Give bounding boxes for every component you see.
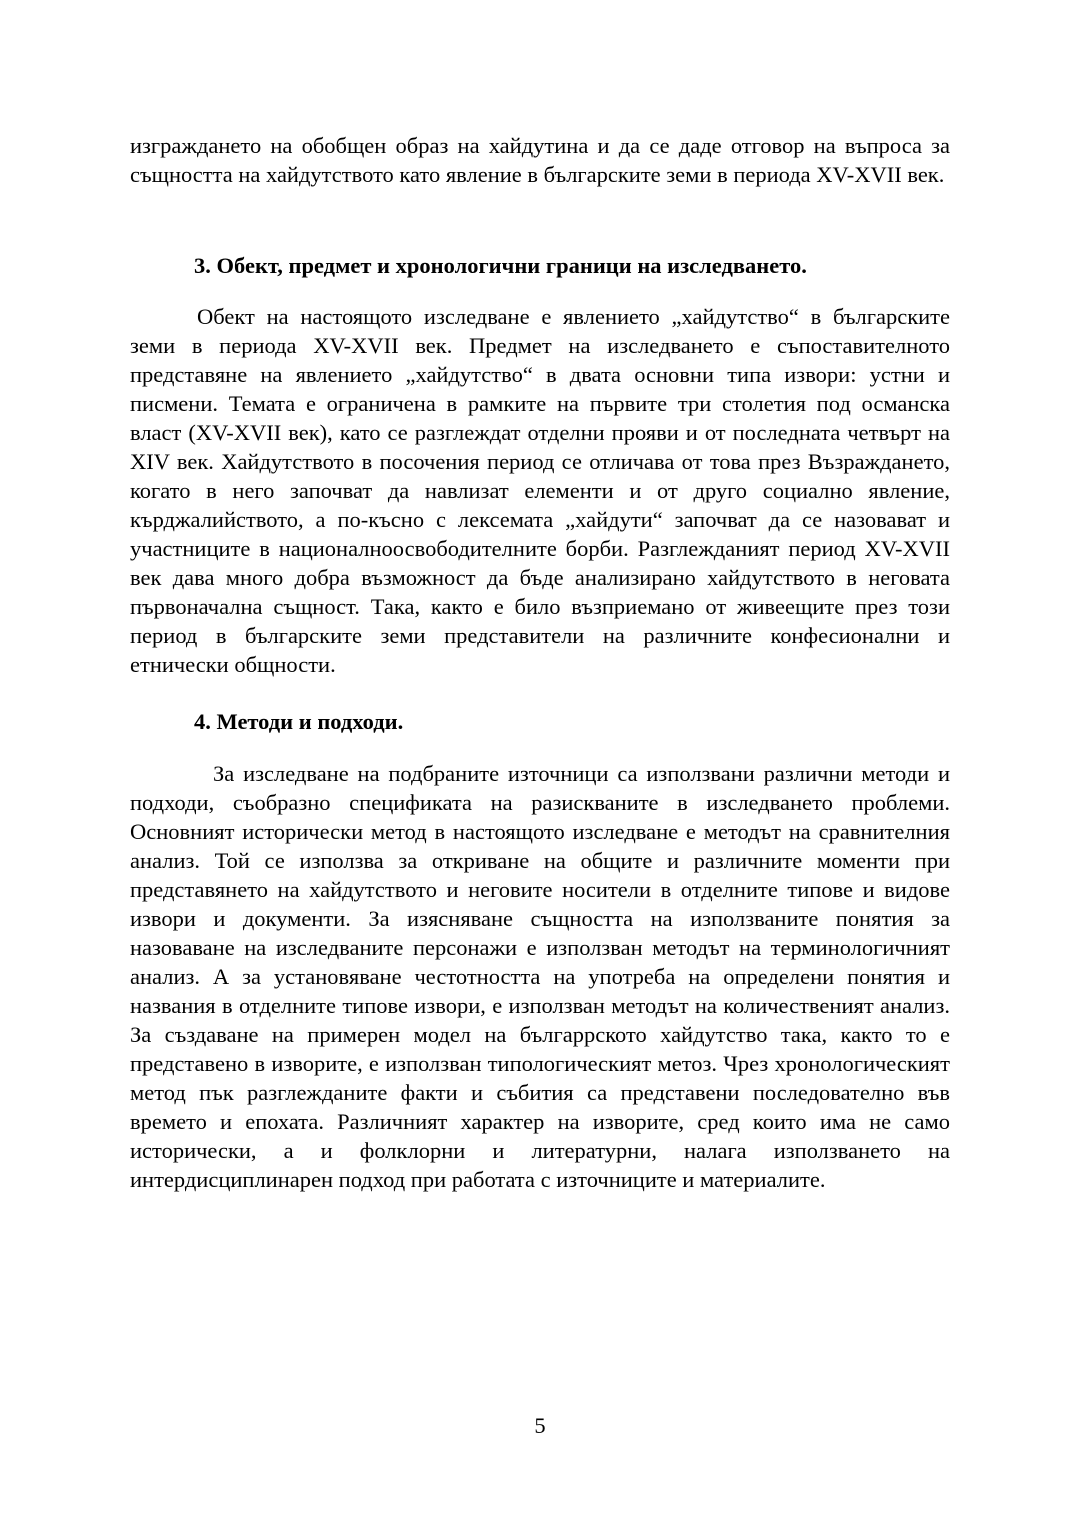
section-4-heading: 4. Методи и подходи. [194, 709, 404, 734]
intro-paragraph: изграждането на обобщен образ на хайдутина и да се даде отговор на въпроса за същността на хайдутството като явление в българските земи в периода XV-XVII век. [130, 133, 950, 187]
document-page [130, 131, 950, 1194]
page-number: 5 [534, 1413, 546, 1438]
section-4-paragraph: За изследване на подбраните източници са използвани различни методи и подходи, съобразно спецификата на разискваните в изследването проблеми. Основният исторически метод в настоящото изследване е методът на сравнителния анализ. Той се използва за откриване на общите и различните моменти при представянето на хайдутството и неговите носители в отделните типове и видове извори и документи. За изясняване същността на използваните понятия за назоваване на изследваните персонажи е използван методът на терминологичният анализ. А за установяване честотността на употреба на определени понятия и названия в отделните типове извори, е използван методът на количественият анализ. За създаване на примерен модел на българрското хайдутство така, както то е представено в изворите, е използван типологическият метоз. Чрез хронологическият метод пък разглежданите факти и събития са представени последователно във времето и епохата. Различният характер на изворите, сред които има не само исторически, а и фолклорни и литературни, налага използването на интердисциплинарен подход при работата с източниците и материалите. [130, 761, 950, 1192]
section-3-paragraph: Обект на настоящото изследване е явлението „хайдутство“ в българските земи в периода XV-XVII век. Предмет на изследването е съпоставителното представяне на явлението „хайдутство“ в двата основни типа извори: устни и писмени. Темата е ограничена в рамките на първите три столетия под османска власт (XV-XVII век), като се разглеждат отделни прояви и от последната четвърт на XIV век. Хайдутството в посочения период се отличава от това през Възраждането, когато в него започват да навлизат елементи и от друго социално явление, кърджалийството, а по-късно с лексемата „хайдути“ започват да се назовават и участниците в националноосвободителните борби. Разглежданият период XV-XVII век дава много добра възможност да бъде анализирано хайдутството в неговата първоначална същност. Така, както е било възприемано от живеещите през този период в българските земи представители на различните конфесионални и етнически общности. [130, 304, 950, 677]
section-3-heading: 3. Обект, предмет и хронологични граници на изследването. [194, 253, 807, 278]
